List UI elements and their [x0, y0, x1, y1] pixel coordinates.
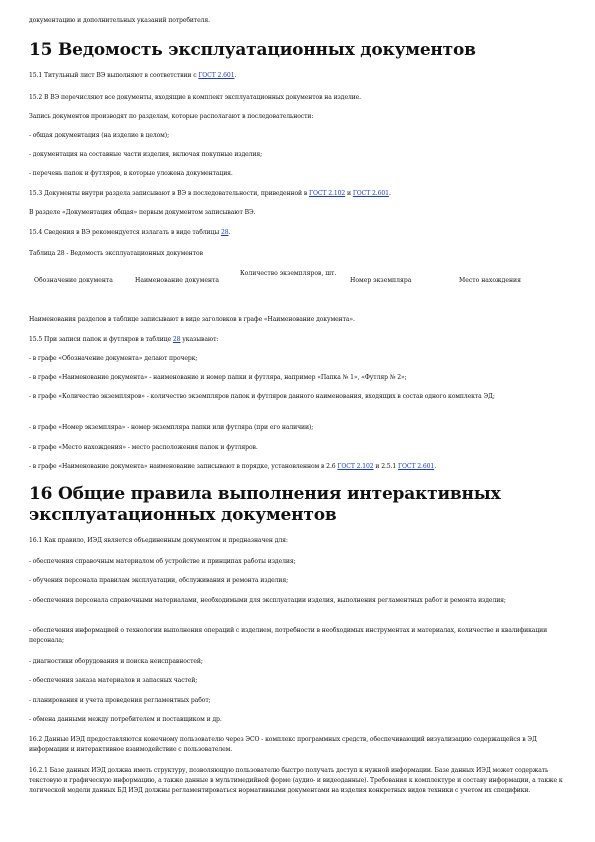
list-item: - планирования и учета проведения регламентных работ; [29, 697, 211, 704]
list-item: - в графе «Обозначение документа» делают прочерк; [29, 355, 198, 362]
table-header-cell: Место нахождения [459, 277, 521, 284]
list-item: - в графе «Наименование документа» - наименование и номер папки и футляра, например «Папка № 1», «Футляр № 2»; [29, 374, 407, 381]
paragraph-15-4 [29, 228, 569, 238]
text: 15.3 Документы внутри раздела записывают в ВЭ в последовательности, приведенной в [29, 190, 310, 197]
list-item: - обучения персонала правилам эксплуатации, обслуживания и ремонта изделия; [29, 577, 289, 584]
section-15-title: 15 Ведомость эксплуатационных документов [29, 40, 476, 60]
paragraph-16-2-1: 16.2.1 Базе данных ИЭД должна иметь структуру, позволяющую пользователю быстро получать доступ к нужной информации. Базе данных ИЭД может содержать текстовую и графическую информацию, а также данные в мультимедийной форме (аудио- и видеоданные). Требования к комплектуре и составу информации, а также к логической модели данных БД ИЭД должны регламентироваться нормативными документами на изделия конкретных видов техники с учетом их специфики. [29, 767, 563, 794]
text: . [228, 229, 231, 236]
paragraph-15-5 [29, 335, 569, 345]
list-item: - обеспечения персонала справочными материалами, необходимыми для эксплуатации изделия, выполнения регламентных работ и ремонта изделия; [29, 597, 506, 604]
list-item: - перечень папок и футляров, в которые уложена документация. [29, 170, 233, 177]
text: указывают: [180, 336, 219, 343]
list-item: - документация на составные части изделия, включая покупные изделия; [29, 151, 263, 158]
title-line: эксплуатационных документов [29, 505, 337, 525]
gost-2-102-link[interactable]: ГОСТ 2.102 [309, 190, 346, 197]
list-item: - общая документация (на изделие в целом); [29, 132, 170, 139]
paragraph-15-2: 15.2 В ВЭ перечисляют все документы, входящие в комплект эксплуатационных документов на изделие. [29, 94, 362, 101]
list-item: - обеспечения информацией о технологии выполнения операций с изделием, потребности в необходимых инструментах и материалах, количестве и квалификации персонала; [29, 627, 548, 644]
section-16-title [29, 484, 569, 526]
table-28-link[interactable]: 28 [220, 229, 229, 236]
paragraph-16-1: 16.1 Как правило, ИЭД является объединенным документом и предназначен для: [29, 537, 288, 544]
text: 15.5 При записи папок и футляров в таблице [29, 336, 173, 343]
paragraph-section-names: Наименования разделов в таблице записывают в виде заголовков в графе «Наименование документа». [29, 316, 355, 323]
text: . [388, 190, 391, 197]
gost-2-601-link[interactable]: ГОСТ 2.601 [352, 190, 389, 197]
table-header-row [29, 270, 569, 292]
list-item: - в графе «Место нахождения» - место расположения папок и футляров. [29, 444, 258, 451]
gost-2-601-link[interactable]: ГОСТ 2.601 [398, 463, 435, 470]
top-line: документацию и дополнительных указаний потребителя. [29, 17, 211, 24]
text: и [345, 190, 353, 197]
table-header-cell: Количество экземпляров, шт. [240, 270, 337, 277]
table-28-link[interactable]: 28 [172, 336, 181, 343]
table-header-cell: Наименование документа [135, 277, 220, 284]
list-item: - диагностики оборудования и поиска неисправностей; [29, 658, 203, 665]
paragraph-16-2: 16.2 Данные ИЭД предоставляются конечному пользователю через ЭСО - комплекс программных средств, обеспечивающий визуализацию содержащейся в ЭД информации и интерактивное взаимодействие с пользователем. [29, 736, 537, 753]
list-item: - обеспечения заказа материалов и запасных частей; [29, 677, 198, 684]
text: и 2.5.1 [373, 463, 399, 470]
text: . [434, 463, 437, 470]
text: . [234, 72, 237, 79]
list-item: - в графе «Количество экземпляров» - количество экземпляров папок и футляров данного наименования, входящих в состав одного комплекта ЭД; [29, 393, 495, 400]
gost-2-102-link[interactable]: ГОСТ 2.102 [337, 463, 374, 470]
title-line: 16 Общие правила выполнения интерактивных [29, 484, 501, 504]
list-item: - обмена данными между потребителем и поставщиком и др. [29, 716, 222, 723]
text: 15.4 Сведения в ВЭ рекомендуется излагать в виде таблицы [29, 229, 221, 236]
gost-2-601-link[interactable]: ГОСТ 2.601 [198, 72, 235, 79]
table-caption: Таблица 28 - Ведомость эксплуатационных документов [29, 250, 203, 257]
table-header-cell: Номер экземпляра [350, 277, 412, 284]
table-header-cell: Обозначение документа [34, 277, 113, 284]
paragraph-15-3 [29, 189, 569, 199]
paragraph-general-docs: В разделе «Документация общая» первым документом записывают ВЭ. [29, 209, 256, 216]
list-item-last [29, 462, 569, 472]
paragraph-15-1 [29, 71, 569, 81]
list-item: - в графе «Номер экземпляра» - номер экземпляра папки или футляра (при его наличии); [29, 424, 314, 431]
text: - в графе «Наименование документа» наименование записывают в порядке, установленном в 2.6 [29, 463, 338, 470]
text: 15.1 Титульный лист ВЭ выполняют в соответствии с [29, 72, 199, 79]
list-item: - обеспечения справочным материалом об устройстве и принципах работы изделия; [29, 558, 296, 565]
paragraph-order: Запись документов производят по разделам, которые располагают в последовательности: [29, 113, 314, 120]
